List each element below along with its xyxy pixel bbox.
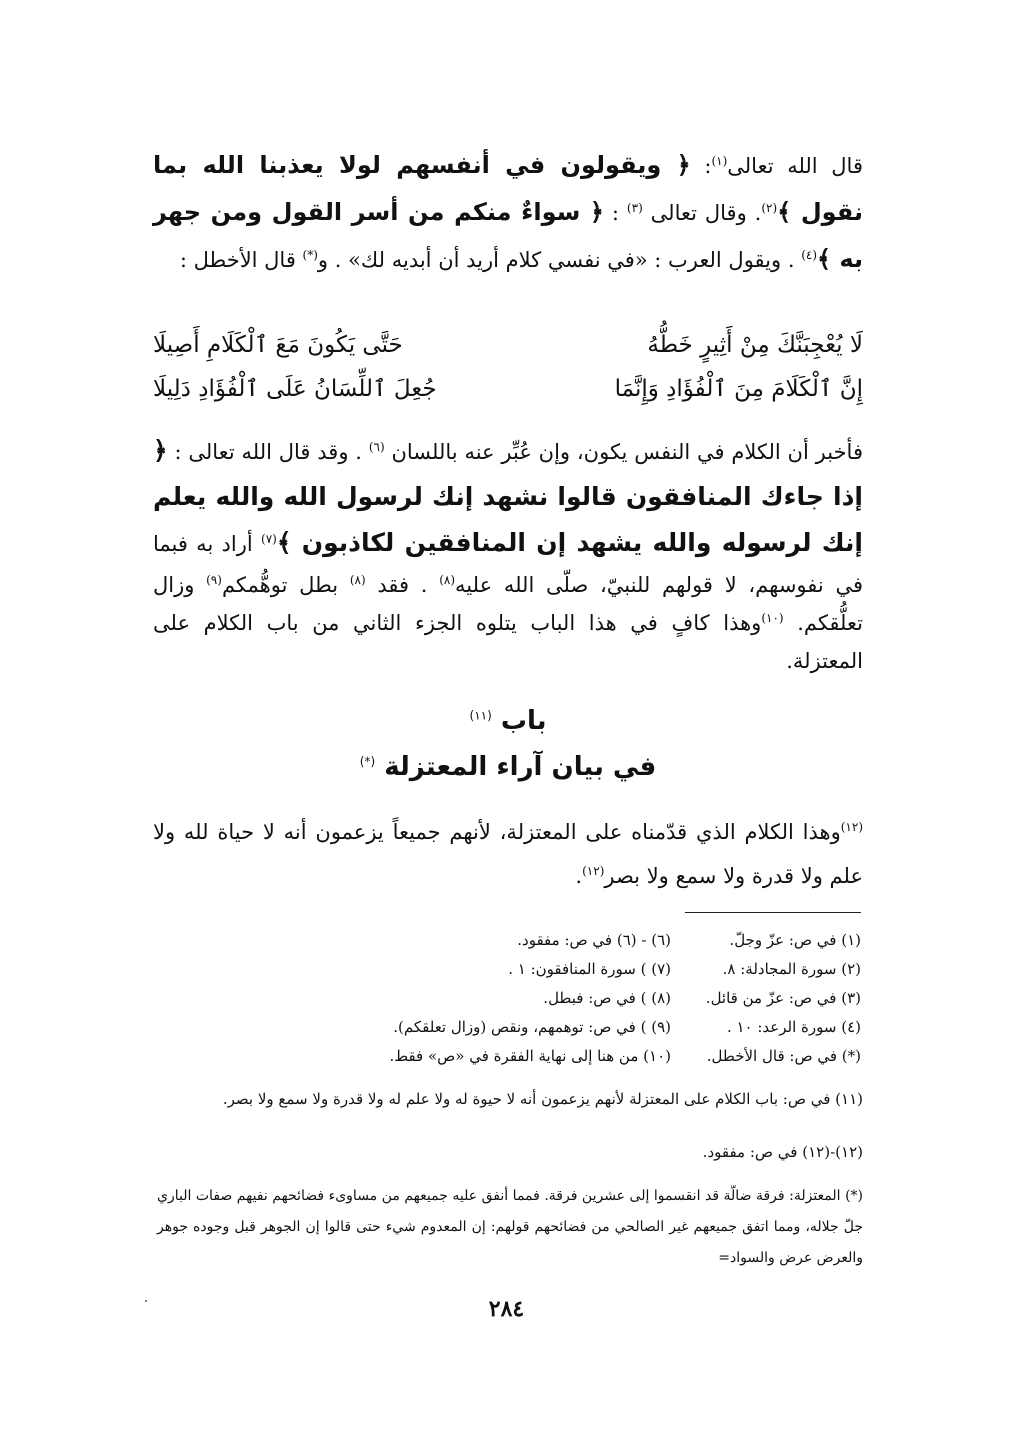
footnote-ref: (٨) — [349, 573, 366, 587]
footnote-ref: (٢) — [761, 201, 778, 215]
chapter-subheading — [153, 752, 863, 782]
heading-text: باب — [500, 706, 547, 736]
text-run: : — [690, 154, 712, 178]
footnote-mutazila-definition: (*) المعتزلة: فرقة ضالّة قد انقسموا إلى عشرين فرقة. فمما أنفق عليه جميعهم من مساوىء فضائحهم نفيهم صفات الباري جلّ جلاله، ومما اتفق جميعهم غير الصالحي من فضائحهم قولهم: إن المعدوم شيء حتى قالوا إن الجوهر قبل وجوده جوهر والعرض عرض والسواد= — [157, 1188, 863, 1266]
text-run: . فقد — [365, 573, 440, 597]
footnote-5: (*) في ص: قال الأخطل. — [706, 1047, 861, 1065]
verse-hemistich-left: حَتَّى يَكُونَ مَعَ ٱلْكَلَامِ أَصِيلَا — [153, 332, 403, 358]
footnote-ref: (١) — [711, 154, 728, 168]
page-number: ٢٨٤ — [488, 1296, 525, 1322]
footnote-6: (٦) - (٦) في ص: مفقود. — [517, 931, 671, 949]
chapter-heading — [153, 706, 863, 736]
footnote-ref: (٨) — [439, 573, 456, 587]
footnote-7: (٧) ) سورة المنافقون: ١ . — [508, 960, 671, 978]
footnote-ref: (١٢) — [840, 820, 863, 834]
footnote-11: (١١) في ص: باب الكلام على المعتزلة لأنهم يزعمون أنه لا حيوة له ولا علم له ولا قدرة ولا سمع ولا بصر. — [222, 1090, 863, 1108]
text-run: : — [603, 201, 627, 225]
footnote-ref: (١٠) — [761, 611, 784, 625]
verse-hemistich-right: إِنَّ ٱلْكَلَامَ مِنَ ٱلْفُؤَادِ وَإِنَّمَا — [614, 376, 863, 402]
text-run: بطل توهُّمكم — [221, 573, 350, 597]
paragraph-quran-quote — [153, 142, 863, 283]
verse-hemistich-left: جُعِلَ ٱللِّسَانُ عَلَى ٱلْفُؤَادِ دَلِيلَا — [153, 376, 437, 402]
text-run: فأخبر أن الكلام في النفس يكون، وإن عُبِّر عنه باللسان — [384, 440, 863, 464]
text-run: وهذا الكلام الذي قدّمناه على المعتزلة، لأنهم جميعاً يزعمون أنه لا حياة لله ولا علم ولا قدرة ولا سمع ولا بصر — [153, 820, 863, 888]
footnote-ref: (٣) — [626, 201, 643, 215]
heading-text: في بيان آراء المعتزلة — [384, 752, 657, 782]
text-run: قال الله تعالى — [727, 154, 863, 178]
text-run: . وقال تعالى — [642, 201, 762, 225]
text-run: وهذا كافٍ في هذا الباب يتلوه الجزء الثاني من باب الكلام على المعتزلة. — [153, 611, 863, 673]
footnote-ref: (*) — [359, 754, 376, 769]
footnote-10: (١٠) من هنا إلى نهاية الفقرة في «ص» فقط. — [389, 1047, 671, 1065]
text-run: . — [575, 864, 583, 888]
verse-line-1 — [153, 323, 863, 367]
paragraph-mutazila — [153, 810, 863, 898]
paragraph-munafiqun — [153, 428, 863, 680]
quran-verse-1: ﴿ ويقولون في أنفسهم لولا يعذبنا الله بما نقول ﴾ — [153, 151, 864, 226]
footnote-2: (٢) سورة المجادلة: ٨. — [722, 960, 861, 978]
footnote-ref: (٩) — [206, 573, 222, 587]
quran-verse-2: ﴿ سواءٌ منكم من أسر القول ومن جهر به ﴾ — [153, 198, 863, 273]
footnote-separator — [685, 912, 861, 913]
footnote-4: (٤) سورة الرعد: ١٠ . — [726, 1018, 861, 1036]
text-run: أراد به فبما في نفوسهم، لا قولهم للنبيّ، صلّى الله عليه — [153, 532, 863, 597]
text-run: . وقد قال الله تعالى : — [167, 440, 369, 464]
verse-hemistich-right: لَا يُعْجِبَنَّكَ مِنْ أَثِيرٍ خَطُّهُ — [647, 332, 863, 358]
footnote-ref: (٤) — [801, 248, 818, 262]
footnote-12: (١٢)-(١٢) في ص: مفقود. — [702, 1143, 863, 1161]
footnotes-columns — [161, 926, 861, 1071]
footnote-1: (١) في ص: عزّ وجلّ. — [729, 931, 861, 949]
footnote-ref: (٧) — [261, 532, 277, 546]
footnote-ref: (*) — [302, 248, 318, 262]
verse-line-2 — [153, 367, 863, 411]
text-run: . ويقول العرب : «في نفسي كلام أريد أن أبديه لك» . و — [317, 248, 802, 272]
quran-verse-3: ﴿ إذا جاءك المنافقون قالوا نشهد إنك لرسول الله والله يعلم إنك لرسوله والله يشهد إن المنافقين لكاذبون ﴾ — [153, 436, 863, 557]
text-run: وزال تعلُّقكم. — [153, 573, 863, 635]
footnote-ref: (١١) — [469, 708, 492, 723]
footnote-3: (٣) في ص: عزّ من قائل. — [705, 989, 861, 1007]
footnote-ref: (٦) — [368, 440, 385, 454]
footnote-ref: (١٢) — [582, 864, 605, 878]
footnote-9: (٩) ) في ص: توهمهم، ونقص (وزال تعلقكم). — [393, 1018, 671, 1036]
footnote-8: (٨) ) في ص: فبطل. — [543, 989, 671, 1007]
poem-verses — [153, 323, 863, 411]
text-run: قال الأخطل : — [179, 248, 303, 272]
